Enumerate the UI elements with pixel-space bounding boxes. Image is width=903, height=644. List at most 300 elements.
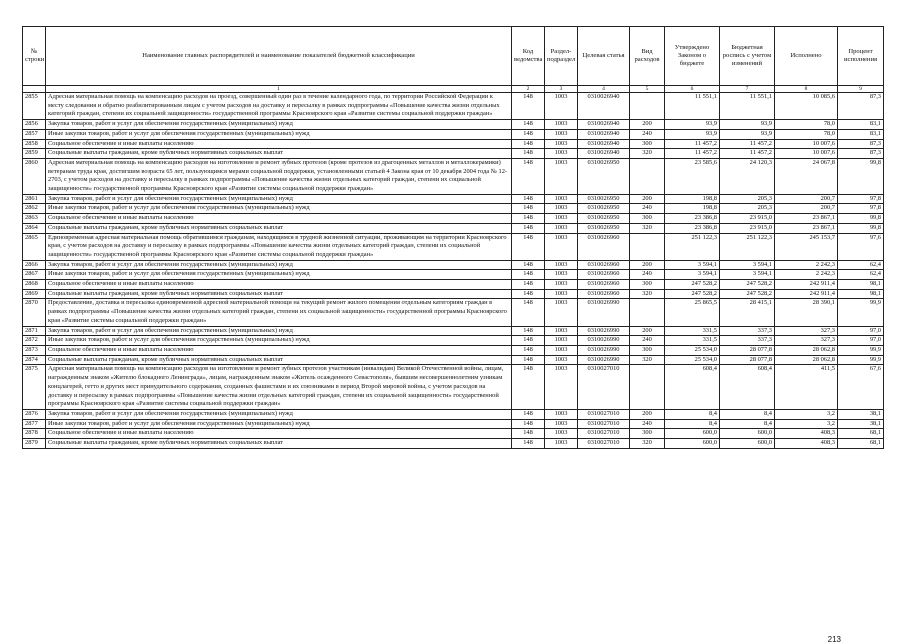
row-executed: 10 007,6 [775,149,838,159]
row-name: Закупка товаров, работ и услуг для обеспечения государственных (муниципальных) нужд [46,120,512,130]
table-row [23,365,884,410]
col-number [23,86,46,93]
row-target: 0310026990 [578,326,630,336]
row-expense-type [630,93,665,120]
row-target: 0310026940 [578,120,630,130]
row-expense-type: 320 [630,223,665,233]
row-target: 0310027010 [578,365,630,410]
col-number: 8 [775,86,838,93]
row-dept-code: 148 [512,270,545,280]
row-percent: 38,1 [838,409,884,419]
row-target: 0310026960 [578,270,630,280]
row-target: 0310026940 [578,149,630,159]
col-number: 9 [838,86,884,93]
row-executed: 200,7 [775,194,838,204]
col-number: 2 [512,86,545,93]
row-expense-type: 300 [630,139,665,149]
row-dept-code: 148 [512,355,545,365]
row-section: 1003 [545,280,578,290]
row-percent: 99,9 [838,345,884,355]
table-row [23,270,884,280]
row-budget: 8,4 [720,409,775,419]
row-budget: 3 594,1 [720,260,775,270]
table-row [23,194,884,204]
row-target: 0310026940 [578,93,630,120]
row-budget: 337,3 [720,336,775,346]
row-executed: 408,3 [775,429,838,439]
row-number: 2874 [23,355,46,365]
row-approved: 247 528,2 [665,280,720,290]
row-section: 1003 [545,214,578,224]
row-dept-code: 148 [512,233,545,260]
row-executed: 327,3 [775,336,838,346]
row-target: 0310027010 [578,409,630,419]
row-name: Закупка товаров, работ и услуг для обеспечения государственных (муниципальных) нужд [46,409,512,419]
row-approved: 11 457,2 [665,139,720,149]
row-dept-code: 148 [512,429,545,439]
row-budget: 247 528,2 [720,280,775,290]
row-percent: 62,4 [838,260,884,270]
row-dept-code: 148 [512,120,545,130]
row-section: 1003 [545,429,578,439]
row-approved: 23 585,6 [665,158,720,194]
row-approved: 247 528,2 [665,289,720,299]
col-number: 7 [720,86,775,93]
row-number: 2875 [23,365,46,410]
row-section: 1003 [545,149,578,159]
row-section: 1003 [545,233,578,260]
row-name: Закупка товаров, работ и услуг для обеспечения государственных (муниципальных) нужд [46,194,512,204]
row-expense-type [630,299,665,326]
row-target: 0310026990 [578,355,630,365]
row-dept-code: 148 [512,223,545,233]
row-target: 0310026950 [578,204,630,214]
row-number: 2861 [23,194,46,204]
table-row [23,336,884,346]
table-row [23,345,884,355]
row-percent: 87,3 [838,139,884,149]
row-approved: 608,4 [665,365,720,410]
row-percent: 38,1 [838,419,884,429]
row-expense-type: 300 [630,429,665,439]
row-expense-type: 300 [630,214,665,224]
row-section: 1003 [545,439,578,449]
row-executed: 23 867,1 [775,223,838,233]
row-budget: 205,3 [720,204,775,214]
row-budget: 8,4 [720,419,775,429]
row-budget: 28 077,8 [720,345,775,355]
row-executed: 24 067,8 [775,158,838,194]
row-section: 1003 [545,129,578,139]
row-name: Иные закупки товаров, работ и услуг для обеспечения государственных (муниципальных) нужд [46,129,512,139]
row-name: Закупка товаров, работ и услуг для обеспечения государственных (муниципальных) нужд [46,260,512,270]
row-percent: 97,8 [838,204,884,214]
col-number: 6 [665,86,720,93]
row-target: 0310026940 [578,139,630,149]
table-row [23,120,884,130]
row-executed: 10 085,6 [775,93,838,120]
row-executed: 2 242,3 [775,270,838,280]
table-row [23,289,884,299]
row-executed: 327,3 [775,326,838,336]
row-name: Адресная материальная помощь на компенсацию расходов на изготовление и ремонт зубных протезов (кроме протезов из драгоценных металлов и металлокерамики) ветеранам труда края, достигшим возраста 65 лет, пользующимся мерами социальной поддержки, установленными статьей 4 Закона края от 10 декабря 2004 года № 12-2703, с учетом расходов на доставку и пересылку в рамках подпрограммы «Повышение качества жизни отдельных категорий граждан, степени их социальной защищенности» государственной программы Красноярского края «Развитие системы социальной поддержки граждан» [46,158,512,194]
header-target: Целевая статья [578,27,630,86]
row-dept-code: 148 [512,336,545,346]
row-name: Социальное обеспечение и иные выплаты населению [46,139,512,149]
row-percent: 99,9 [838,355,884,365]
row-percent: 67,6 [838,365,884,410]
row-section: 1003 [545,326,578,336]
row-approved: 11 551,1 [665,93,720,120]
row-budget: 24 120,3 [720,158,775,194]
row-dept-code: 148 [512,204,545,214]
row-expense-type: 300 [630,345,665,355]
table-row [23,280,884,290]
row-approved: 600,0 [665,429,720,439]
row-dept-code: 148 [512,326,545,336]
row-name: Социальное обеспечение и иные выплаты населению [46,429,512,439]
column-number-row [23,86,884,93]
row-section: 1003 [545,194,578,204]
col-number: 1 [46,86,512,93]
row-percent: 87,3 [838,149,884,159]
row-section: 1003 [545,270,578,280]
row-name: Иные закупки товаров, работ и услуг для обеспечения государственных (муниципальных) нужд [46,419,512,429]
row-executed: 78,0 [775,120,838,130]
row-approved: 93,9 [665,120,720,130]
row-section: 1003 [545,336,578,346]
row-dept-code: 148 [512,439,545,449]
col-number: 5 [630,86,665,93]
row-section: 1003 [545,139,578,149]
row-name: Социальное обеспечение и иные выплаты населению [46,280,512,290]
table-row [23,260,884,270]
row-budget: 600,0 [720,439,775,449]
row-target: 0310026950 [578,158,630,194]
row-expense-type: 240 [630,129,665,139]
row-section: 1003 [545,223,578,233]
row-approved: 3 594,1 [665,270,720,280]
row-name: Социальное обеспечение и иные выплаты населению [46,345,512,355]
row-name: Социальные выплаты гражданам, кроме публичных нормативных социальных выплат [46,439,512,449]
row-name: Предоставление, доставка и пересылка единовременной адресной материальной помощи на текущий ремонт жилого помещения отдельным категориям граждан в рамках подпрограммы «Повышение качества жизни отдельных категорий граждан, степени их социальной защищенности» государственной программы Красноярского края «Развитие системы социальной поддержки граждан» [46,299,512,326]
row-name: Адресная материальная помощь на компенсацию расходов на проезд, совершенный один раз в течение календарного года, по территории Российской Федерации к месту следования и обратно реабилитированным лицам с учетом расходов на доставку и пересылку в рамках подпрограммы «Повышение качества жизни отдельных категорий граждан, степени их социальной защищенности» государственной программы Красноярского края «Развитие системы социальной поддержки граждан» [46,93,512,120]
row-executed: 3,2 [775,409,838,419]
row-expense-type: 320 [630,355,665,365]
row-percent: 68,1 [838,429,884,439]
row-percent: 98,1 [838,289,884,299]
row-number: 2863 [23,214,46,224]
table-row [23,429,884,439]
row-expense-type: 200 [630,120,665,130]
header-expense-type: Вид расходов [630,27,665,86]
row-budget: 93,9 [720,129,775,139]
row-section: 1003 [545,260,578,270]
table-row [23,204,884,214]
row-budget: 93,9 [720,120,775,130]
row-approved: 331,5 [665,326,720,336]
row-number: 2855 [23,93,46,120]
row-executed: 242 911,4 [775,280,838,290]
row-dept-code: 148 [512,299,545,326]
row-approved: 23 386,8 [665,223,720,233]
table-row [23,409,884,419]
row-expense-type: 320 [630,439,665,449]
row-name: Социальное обеспечение и иные выплаты населению [46,214,512,224]
row-budget: 600,0 [720,429,775,439]
row-executed: 242 911,4 [775,289,838,299]
row-expense-type: 300 [630,280,665,290]
row-number: 2876 [23,409,46,419]
row-dept-code: 148 [512,93,545,120]
row-executed: 3,2 [775,419,838,429]
row-approved: 8,4 [665,419,720,429]
row-number: 2870 [23,299,46,326]
row-number: 2873 [23,345,46,355]
table-row [23,129,884,139]
row-dept-code: 148 [512,139,545,149]
table-row [23,223,884,233]
row-number: 2871 [23,326,46,336]
row-approved: 198,8 [665,204,720,214]
row-target: 0310026940 [578,129,630,139]
row-budget: 11 457,2 [720,149,775,159]
row-number: 2858 [23,139,46,149]
row-budget: 28 415,1 [720,299,775,326]
row-executed: 245 153,7 [775,233,838,260]
row-expense-type: 240 [630,419,665,429]
header-budget-list: Бюджетная роспись с учетом изменений [720,27,775,86]
page-number: 213 [827,635,841,644]
row-percent: 97,0 [838,326,884,336]
row-expense-type: 200 [630,260,665,270]
row-dept-code: 148 [512,289,545,299]
row-budget: 11 551,1 [720,93,775,120]
row-number: 2857 [23,129,46,139]
row-target: 0310027010 [578,419,630,429]
row-dept-code: 148 [512,409,545,419]
row-budget: 205,3 [720,194,775,204]
row-name: Единовременная адресная материальная помощь обратившимся гражданам, находящимся в трудной жизненной ситуации, проживающим на территории Красноярского края, с учетом расходов на доставку и пересылку в рамках подпрограммы «Повышение качества жизни отдельных категорий граждан, степени их социальной защищенности» государственной программы Красноярского края «Развитие системы социальной поддержки граждан» [46,233,512,260]
row-number: 2856 [23,120,46,130]
row-number: 2864 [23,223,46,233]
col-number: 4 [578,86,630,93]
row-dept-code: 148 [512,194,545,204]
header-executed: Исполнено [775,27,838,86]
row-expense-type: 240 [630,336,665,346]
row-budget: 23 915,0 [720,214,775,224]
row-target: 0310026960 [578,233,630,260]
row-dept-code: 148 [512,129,545,139]
row-approved: 331,5 [665,336,720,346]
row-section: 1003 [545,419,578,429]
row-executed: 28 062,8 [775,355,838,365]
row-number: 2869 [23,289,46,299]
table-row [23,439,884,449]
row-dept-code: 148 [512,345,545,355]
row-target: 0310026960 [578,280,630,290]
row-approved: 251 122,3 [665,233,720,260]
row-target: 0310026960 [578,260,630,270]
row-budget: 251 122,3 [720,233,775,260]
row-percent: 99,8 [838,214,884,224]
row-expense-type: 240 [630,270,665,280]
row-approved: 25 534,0 [665,345,720,355]
row-section: 1003 [545,93,578,120]
row-executed: 411,5 [775,365,838,410]
table-row [23,419,884,429]
row-section: 1003 [545,289,578,299]
row-expense-type [630,365,665,410]
row-approved: 25 865,5 [665,299,720,326]
row-dept-code: 148 [512,280,545,290]
table-row [23,233,884,260]
row-percent: 62,4 [838,270,884,280]
row-expense-type [630,233,665,260]
row-section: 1003 [545,345,578,355]
row-executed: 200,7 [775,204,838,214]
col-number: 3 [545,86,578,93]
row-name: Иные закупки товаров, работ и услуг для обеспечения государственных (муниципальных) нужд [46,336,512,346]
row-percent: 97,8 [838,194,884,204]
row-expense-type: 320 [630,289,665,299]
row-approved: 23 386,8 [665,214,720,224]
row-executed: 2 242,3 [775,260,838,270]
header-row [23,27,884,86]
budget-document [22,26,883,644]
row-name: Социальные выплаты гражданам, кроме публичных нормативных социальных выплат [46,149,512,159]
row-percent: 99,8 [838,158,884,194]
row-expense-type: 320 [630,149,665,159]
row-number: 2867 [23,270,46,280]
row-dept-code: 148 [512,158,545,194]
row-target: 0310026990 [578,299,630,326]
row-section: 1003 [545,120,578,130]
row-budget: 337,3 [720,326,775,336]
row-target: 0310027010 [578,439,630,449]
row-expense-type: 200 [630,194,665,204]
row-budget: 608,4 [720,365,775,410]
budget-table [22,26,884,449]
row-number: 2872 [23,336,46,346]
table-row [23,149,884,159]
row-section: 1003 [545,365,578,410]
row-dept-code: 148 [512,419,545,429]
row-target: 0310026950 [578,223,630,233]
row-executed: 28 390,1 [775,299,838,326]
row-expense-type [630,158,665,194]
row-budget: 23 915,0 [720,223,775,233]
row-executed: 28 062,8 [775,345,838,355]
header-name: Наименование главных распорядителей и наименование показателей бюджетной классификации [46,27,512,86]
row-budget: 28 077,8 [720,355,775,365]
row-approved: 8,4 [665,409,720,419]
row-section: 1003 [545,355,578,365]
row-number: 2877 [23,419,46,429]
row-percent: 99,8 [838,223,884,233]
row-expense-type: 240 [630,204,665,214]
row-percent: 83,1 [838,129,884,139]
header-section: Раздел-подраздел [545,27,578,86]
row-dept-code: 148 [512,365,545,410]
header-approved: Утверждено Законом о бюджете [665,27,720,86]
row-expense-type: 200 [630,326,665,336]
row-number: 2860 [23,158,46,194]
row-number: 2866 [23,260,46,270]
table-row [23,93,884,120]
row-percent: 97,0 [838,336,884,346]
row-target: 0310026990 [578,336,630,346]
row-percent: 68,1 [838,439,884,449]
row-name: Социальные выплаты гражданам, кроме публичных нормативных социальных выплат [46,289,512,299]
row-section: 1003 [545,158,578,194]
row-number: 2865 [23,233,46,260]
table-body [23,93,884,449]
row-target: 0310026990 [578,345,630,355]
row-approved: 93,9 [665,129,720,139]
row-approved: 25 534,0 [665,355,720,365]
header-percent: Процент исполнения [838,27,884,86]
row-number: 2879 [23,439,46,449]
row-name: Закупка товаров, работ и услуг для обеспечения государственных (муниципальных) нужд [46,326,512,336]
header-row-no: № строки [23,27,46,86]
row-section: 1003 [545,299,578,326]
row-percent: 98,1 [838,280,884,290]
table-row [23,214,884,224]
row-executed: 78,0 [775,129,838,139]
row-percent: 99,9 [838,299,884,326]
row-approved: 198,8 [665,194,720,204]
row-section: 1003 [545,409,578,419]
row-number: 2859 [23,149,46,159]
table-row [23,139,884,149]
row-target: 0310026950 [578,194,630,204]
row-approved: 3 594,1 [665,260,720,270]
row-name: Адресная материальная помощь на компенсацию расходов на изготовление и ремонт зубных протезов участникам (инвалидам) Великой Отечественной войны, лицам, награжденным знаком «Жителю блокадного Ленинграда», лицам, награжденным знаком «Житель осажденного Севастополя», бывшим несовершеннолетним узникам концлагерей, гетто и других мест принудительного содержания, созданных фашистами и их союзниками в период Второй мировой войны, с учетом расходов на доставку и пересылку в рамках подпрограммы «Повышение качества жизни отдельных категорий граждан, степени их социальной защищенности» государственной программы Красноярского края «Развитие системы социальной поддержки граждан» [46,365,512,410]
row-number: 2868 [23,280,46,290]
row-target: 0310027010 [578,429,630,439]
row-approved: 11 457,2 [665,149,720,159]
row-number: 2878 [23,429,46,439]
row-executed: 23 867,1 [775,214,838,224]
row-name: Социальные выплаты гражданам, кроме публичных нормативных социальных выплат [46,223,512,233]
table-row [23,326,884,336]
row-executed: 408,3 [775,439,838,449]
table-row [23,158,884,194]
row-dept-code: 148 [512,214,545,224]
row-budget: 3 594,1 [720,270,775,280]
row-dept-code: 148 [512,260,545,270]
row-dept-code: 148 [512,149,545,159]
header-dept-code: Код ведомства [512,27,545,86]
row-percent: 97,6 [838,233,884,260]
row-percent: 87,3 [838,93,884,120]
row-approved: 600,0 [665,439,720,449]
row-budget: 247 528,2 [720,289,775,299]
table-row [23,299,884,326]
row-name: Иные закупки товаров, работ и услуг для обеспечения государственных (муниципальных) нужд [46,270,512,280]
row-executed: 10 007,6 [775,139,838,149]
row-target: 0310026950 [578,214,630,224]
row-budget: 11 457,2 [720,139,775,149]
row-number: 2862 [23,204,46,214]
row-name: Социальные выплаты гражданам, кроме публичных нормативных социальных выплат [46,355,512,365]
row-percent: 83,1 [838,120,884,130]
row-name: Иные закупки товаров, работ и услуг для обеспечения государственных (муниципальных) нужд [46,204,512,214]
row-target: 0310026960 [578,289,630,299]
row-expense-type: 200 [630,409,665,419]
row-section: 1003 [545,204,578,214]
